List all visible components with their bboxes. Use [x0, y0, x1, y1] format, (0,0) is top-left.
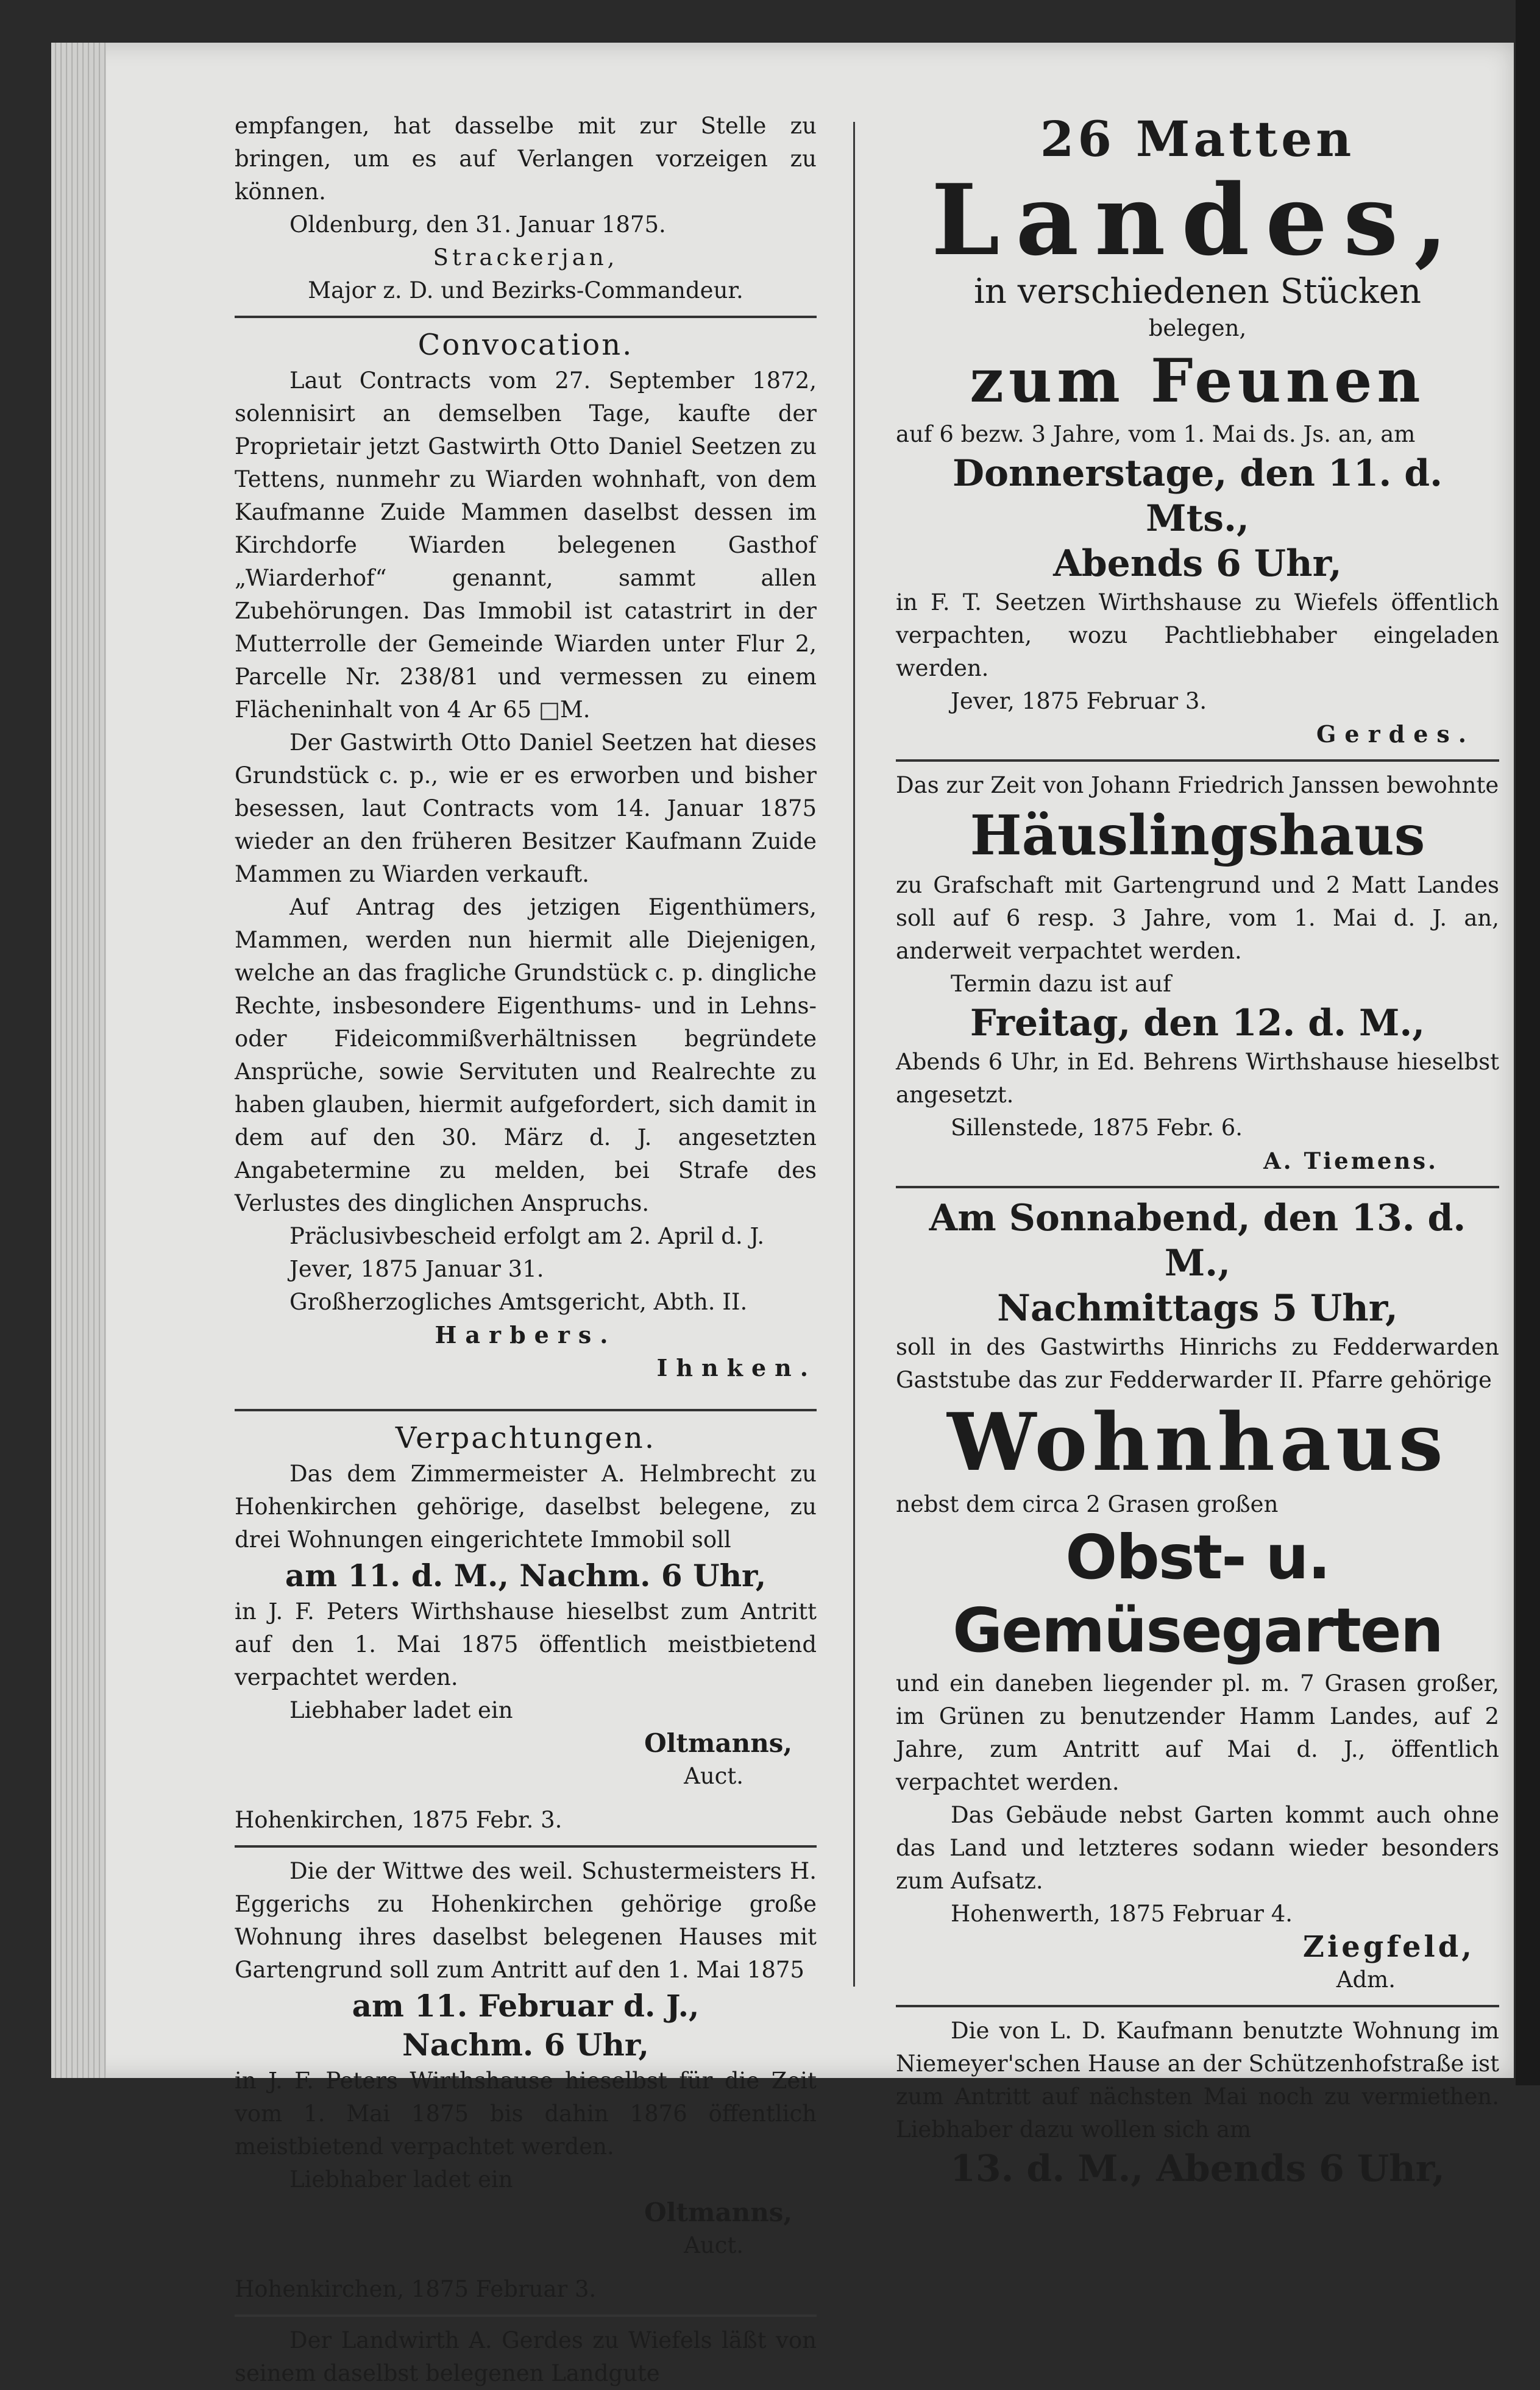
intro-signature-title: Major z. D. und Bezirks-Commandeur. — [308, 277, 743, 303]
section-divider — [896, 759, 1499, 762]
verpachtungen-place-date: Hohenkirchen, 1875 Febr. 3. — [235, 1807, 562, 1833]
wohnhaus-paragraph-1: soll in des Gastwirths Hinrichs zu Fedderwarden Gaststube das zur Fedderwarder II. Pfarre gehörige — [896, 1334, 1499, 1393]
verpachtungen-heading: Verpachtungen. — [395, 1421, 656, 1455]
landes-date: Donnerstage, den 11. d. Mts., — [952, 452, 1443, 540]
wohnhaus-signature-title: Adm. — [1336, 1966, 1396, 1993]
convocation-signature-1: Harbers. — [435, 1321, 617, 1349]
convocation-paragraph-2: Der Gastwirth Otto Daniel Seetzen hat dieses Grundstück c. p., wie er es erworben und bisher besessen, laut Contracts vom 14. Januar 1875 wieder an den früheren Besitzer Kaufmann Zuide Mammen zu Wiarden verkauft. — [235, 729, 817, 887]
verpachtungen-date-time: am 11. d. M., Nachm. 6 Uhr, — [285, 1558, 767, 1594]
section-divider — [235, 2314, 817, 2317]
section-divider — [235, 316, 817, 318]
haeusling-paragraph-3: Abends 6 Uhr, in Ed. Behrens Wirthshause hieselbst angesetzt. — [896, 1049, 1499, 1108]
landes-title: Landes, — [931, 163, 1464, 277]
page-stack-edges — [51, 43, 106, 2078]
convocation-paragraph-3: Auf Antrag des jetzigen Eigenthümers, Mammen, werden nun hiermit alle Diejenigen, welche an das fragliche Grundstück c. p. dingliche Rechte, insbesondere Eigenthums- und in Lehns- oder Fideicommißverhältnissen begründete Ansprüche, sowie Servituten und Realrechte zu haben glauben, hiermit aufgefordert, sich damit in dem auf den 30. März d. J. angesetzten Angabetermine zu melden, bei Strafe des Verlustes des dinglichen Anspruchs. — [235, 894, 817, 1216]
wohnhaus-paragraph-2: nebst dem circa 2 Grasen großen — [896, 1491, 1279, 1517]
wohnhaus-date: Am Sonnabend, den 13. d. M., — [929, 1197, 1466, 1285]
haeusling-paragraph-1: Das zur Zeit von Johann Friedrich Janssen bewohnte — [896, 772, 1499, 798]
landes-line-4: belegen, — [1148, 315, 1247, 341]
haeusling-termin: Termin dazu ist auf — [951, 971, 1171, 997]
gerdes-paragraph-1: Der Landwirth A. Gerdes zu Wiefels läßt von seinem daselbst belegenen Landgute — [235, 2327, 817, 2386]
landes-line-1: 26 Matten — [1040, 110, 1355, 168]
haeusling-title: Häuslingshaus — [970, 803, 1425, 868]
convocation-paragraph-4: Präclusivbescheid erfolgt am 2. April d. J. — [289, 1223, 765, 1249]
verpachtungen-name: Oltmanns, — [644, 1728, 792, 1758]
intro-text: empfangen, hat dasselbe mit zur Stelle zu bringen, um es auf Verlangen vorzeigen zu können. — [235, 113, 817, 205]
eggerichs-title: Auct. — [684, 2232, 743, 2258]
eggerichs-paragraph-1: Die der Wittwe des weil. Schustermeisters H. Eggerichs zu Hohenkirchen gehörige große Wohnung ihres daselbst belegenen Hauses mit Gartengrund soll zum Antritt auf den 1. Mai 1875 — [235, 1858, 817, 1983]
wohnhaus-garden-title: Obst- u. Gemüsegarten — [953, 1522, 1442, 1666]
gerdes-notice — [235, 2324, 817, 2390]
wohnhaus-paragraph-4: Das Gebäude nebst Garten kommt auch ohne das Land und letzteres sodann wieder besonders zum Aufsatz. — [896, 1802, 1499, 1894]
kaufmann-notice — [896, 2015, 1499, 2191]
column-divider — [853, 122, 855, 1987]
landes-paragraph-2: in F. T. Seetzen Wirthshause zu Wiefels öffentlich verpachten, wozu Pachtliebhaber eingeladen werden. — [896, 589, 1499, 681]
section-divider — [896, 2005, 1499, 2007]
eggerichs-notice — [235, 1855, 817, 2306]
haeuslingshaus-notice — [896, 769, 1499, 1177]
wohnhaus-signature: Ziegfeld, — [1302, 1930, 1475, 1964]
section-divider — [235, 1409, 817, 1411]
section-divider — [235, 1845, 817, 1848]
landes-signature: Gerdes. — [1316, 720, 1475, 748]
eggerichs-place-date: Hohenkirchen, 1875 Februar 3. — [235, 2276, 597, 2302]
left-column — [235, 110, 817, 2390]
convocation-court: Großherzogliches Amtsgericht, Abth. II. — [289, 1289, 748, 1315]
eggerichs-paragraph-2: in J. F. Peters Wirthshause hieselbst für die Zeit vom 1. Mai 1875 bis dahin 1876 öffentlich meistbietend verpachtet werden. — [235, 2068, 817, 2160]
book-spine — [1516, 0, 1540, 2085]
haeusling-signature: A. Tiemens. — [1263, 1147, 1438, 1174]
eggerichs-date: am 11. Februar d. J., — [352, 1988, 700, 2024]
landes-line-3: in verschiedenen Stücken — [973, 272, 1422, 311]
haeusling-date: Freitag, den 12. d. M., — [970, 1002, 1425, 1044]
intro-signature: Strackerjan, — [433, 244, 619, 271]
landes-time: Abends 6 Uhr, — [1053, 542, 1342, 585]
convocation-signature-2: Ihnken. — [656, 1354, 817, 1381]
verpachtungen-invite: Liebhaber ladet ein — [289, 1697, 513, 1723]
wohnhaus-title: Wohnhaus — [947, 1395, 1448, 1489]
eggerichs-name: Oltmanns, — [644, 2197, 792, 2227]
verpachtungen-title: Auct. — [684, 1763, 743, 1789]
eggerichs-time: Nachm. 6 Uhr, — [402, 2027, 649, 2063]
wohnhaus-paragraph-3: und ein daneben liegender pl. m. 7 Grasen großer, im Grünen zu benutzender Hamm Landes, auf 2 Jahre, zum Antritt auf Mai d. J., öffentlich verpachtet werden. — [896, 1670, 1499, 1795]
convocation-heading: Convocation. — [417, 328, 634, 362]
wohnhaus-notice — [896, 1196, 1499, 1996]
section-divider — [896, 1186, 1499, 1188]
haeusling-paragraph-2: zu Grafschaft mit Gartengrund und 2 Matt Landes soll auf 6 resp. 3 Jahre, vom 1. Mai d. J. an, anderweit verpachtet werden. — [896, 872, 1499, 964]
right-column — [896, 110, 1499, 2191]
eggerichs-invite: Liebhaber ladet ein — [289, 2166, 513, 2193]
haeusling-place-date: Sillenstede, 1875 Febr. 6. — [951, 1115, 1243, 1141]
wohnhaus-place-date: Hohenwerth, 1875 Februar 4. — [951, 1901, 1293, 1927]
landes-place-date: Jever, 1875 Februar 3. — [951, 688, 1207, 714]
wohnhaus-time: Nachmittags 5 Uhr, — [997, 1287, 1398, 1330]
verpachtungen-paragraph-2: in J. F. Peters Wirthshause hieselbst zum Antritt auf den 1. Mai 1875 öffentlich meistbietend verpachtet werden. — [235, 1598, 817, 1690]
convocation-date: Jever, 1875 Januar 31. — [289, 1256, 544, 1282]
landes-notice — [896, 110, 1499, 751]
kaufmann-paragraph-1: Die von L. D. Kaufmann benutzte Wohnung im Niemeyer'schen Hause an der Schützenhofstraße ist zum Antritt auf nächsten Mai noch zu vermiethen. Liebhaber dazu wollen sich am — [896, 2018, 1499, 2143]
intro-date: Oldenburg, den 31. Januar 1875. — [289, 211, 666, 238]
convocation-notice — [235, 325, 817, 1385]
landes-paragraph-1: auf 6 bezw. 3 Jahre, vom 1. Mai ds. Js. an, am — [896, 421, 1416, 447]
verpachtungen-notice — [235, 1419, 817, 1837]
kaufmann-date-time: 13. d. M., Abends 6 Uhr, — [950, 2147, 1445, 2190]
convocation-paragraph-1: Laut Contracts vom 27. September 1872, solennisirt an demselben Tage, kaufte der Proprietair jetzt Gastwirth Otto Daniel Seetzen zu Tettens, nunmehr zu Wiarden wohnhaft, von dem Kaufmanne Zuide Mammen daselbst dessen im Kirchdorfe Wiarden belegenen Gasthof „Wiarderhof“ genannt, sammt allen Zubehörungen. Das Immobil ist catastrirt in der Mutterrolle der Gemeinde Wiarden unter Flur 2, Parcelle Nr. 238/81 und vermessen zu einem Flächeninhalt von 4 Ar 65 □M. — [235, 367, 817, 723]
verpachtungen-paragraph-1: Das dem Zimmermeister A. Helmbrecht zu Hohenkirchen gehörige, daselbst belegene, zu drei Wohnungen eingerichtete Immobil soll — [235, 1461, 817, 1553]
landes-line-5: zum Feunen — [970, 346, 1425, 416]
